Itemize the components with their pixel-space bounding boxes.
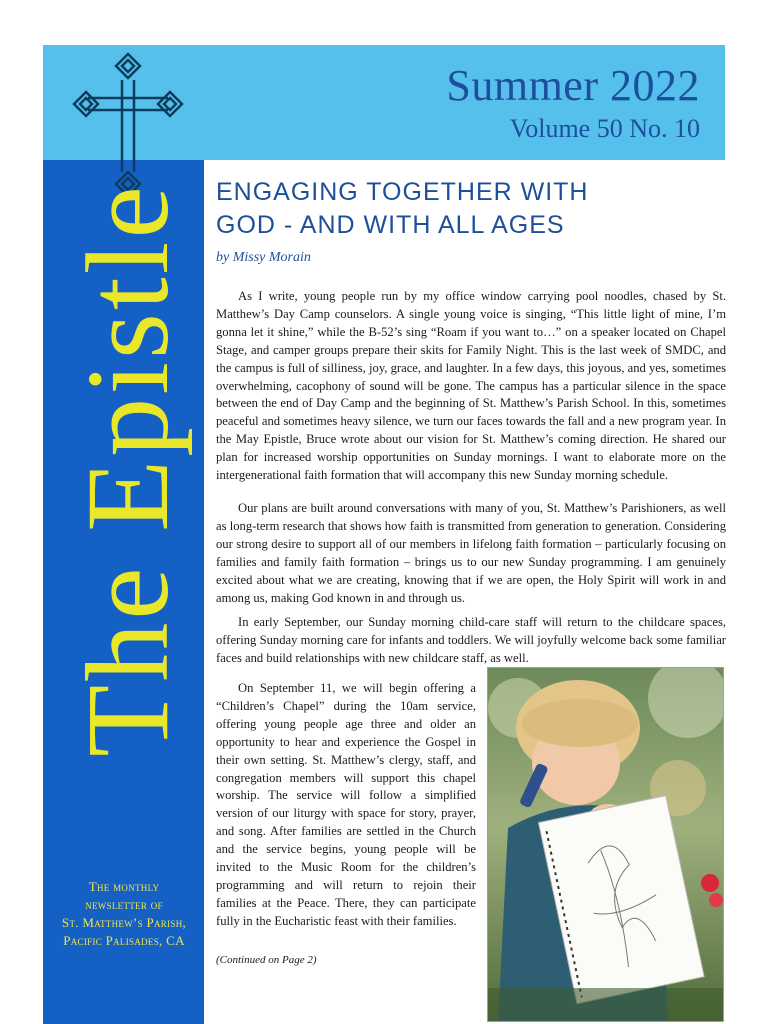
article-paragraph: Our plans are built around conversations with many of you, St. Matthew’s Parishioners, as well as long-term research that shows how faith is transmitted from generation to generation. Considering our strong desire to support all of our members in lifelong faith formation – particularly focusing on families and family faith formation – brings us to our new Sunday programming. I am genuinely excited about what we are creating, knowing that if we are open, the Holy Spirit will work in and among us, making God known in and through us. [216,501,726,605]
headline-line: ENGAGING TOGETHER WITH [216,178,589,206]
article-headline [216,176,716,242]
child-drawing-photo [487,667,724,1022]
continued-note: (Continued on Page 2) [216,954,317,966]
cross-icon [70,52,186,198]
photo-illustration [488,668,724,1022]
publisher-line: newsletter of [85,897,163,912]
issue-volume: Volume 50 No. 10 [509,114,700,143]
article-paragraph: In early September, our Sunday morning child-care staff will return to the childcare spaces, offering Sunday morning care for infants and toddlers. We will joyfully welcome back some familiar faces and build relationships with new childcare staff, as well. [216,615,726,665]
article-byline: by Missy Morain [216,250,311,265]
publisher-line: The monthly [88,879,160,894]
publisher-line: Pacific Palisades, CA [63,933,185,948]
issue-season: Summer 2022 [446,61,700,110]
article-paragraph: On September 11, we will begin offering a “Children’s Chapel” during the 10am service, offering young people age three and older an opportunity to hear and experience the Gospel in their own setting. St. Matthew’s clergy, staff, and congregation members will support this chapel worship. The service will follow a simplified version of our liturgy with space for story, prayer, and song. After families are settled in the Church and the service begins, young people will be invited to the Music Room for the children’s programming and will return to rejoin their families at the Peace. There, they can participate fully in the Eucharistic feast with their families. [216,681,476,928]
publisher-info [44,878,204,950]
newsletter-masthead: The Epistle [62,183,193,757]
publisher-line: St. Matthew’s Parish, [61,915,187,930]
headline-line: GOD - AND WITH ALL AGES [216,211,565,239]
article-paragraph: As I write, young people run by my office window carrying pool noodles, chased by St. Matthew’s Day Camp counselors. A single young voice is singing, “This little light of mine, I’m gonna let it shine,” while the B-52’s sing “Roam if you want to…” on a speaker located on Chapel Stage, and camper groups prepare their skits for Family Night. This is the last week of SMDC, and the campus is full of silliness, joy, grace, and laughter. In a few days, this joyous, and yes, sometimes overwhelming, cacophony of sound will be gone. The campus has a particular silence in the space between the end of Day Camp and the beginning of St. Matthew’s Parish School. In this, sometimes peaceful and sometimes heavy silence, we turn our faces towards the fall and a new program year. In the May Epistle, Bruce wrote about our vision for St. Matthew’s coming direction. He shared our plan for increased worship opportunities on Sunday mornings. I want to elaborate more on the intergenerational faith formation that will accompany this new Sunday morning schedule. [216,289,726,483]
